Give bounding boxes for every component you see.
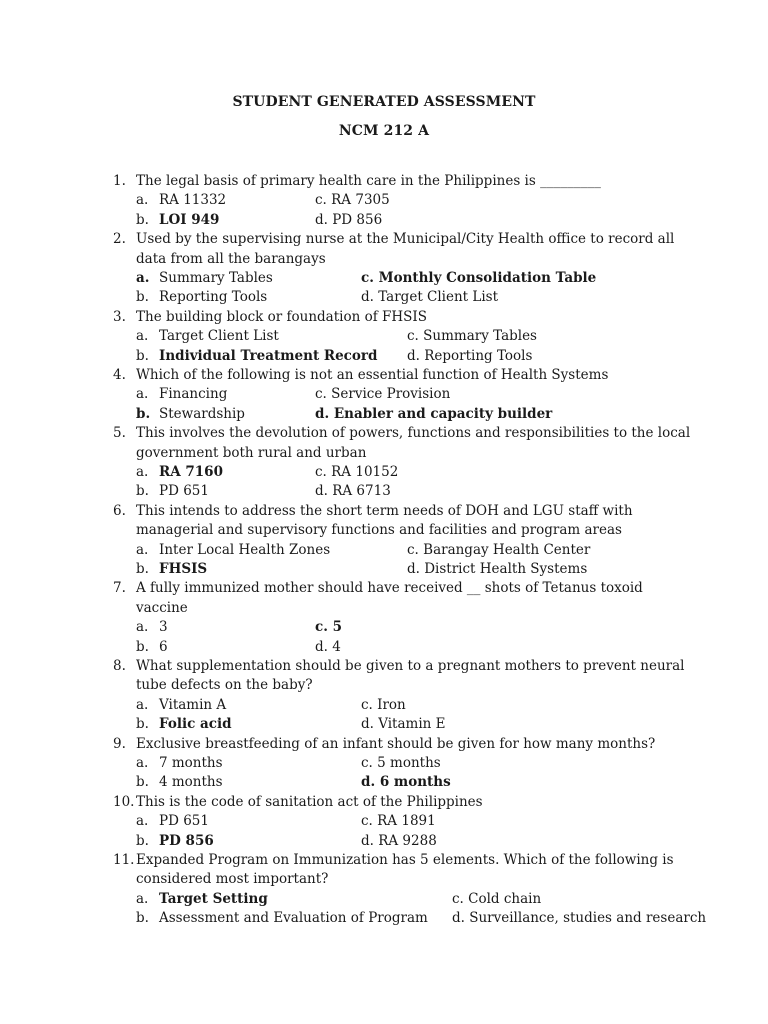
option-text-right: d. RA 9288 <box>361 832 437 849</box>
option-text-right: c. RA 1891 <box>361 813 436 830</box>
option-text: Assessment and Evaluation of Program <box>159 910 428 927</box>
question-stem <box>113 308 693 327</box>
question-stem <box>113 424 693 463</box>
option-text: 7 months <box>159 754 223 771</box>
question-text: The building block or foundation of FHSIS <box>136 308 427 325</box>
question-list <box>113 172 707 929</box>
option-text: Folic acid <box>159 716 232 733</box>
option-text: RA 7160 <box>159 463 223 480</box>
question-number: 4. <box>113 366 126 383</box>
question-text: This is the code of sanitation act of the Philippines <box>136 793 483 810</box>
option-row <box>113 638 693 657</box>
option-text: 4 months <box>159 774 223 791</box>
option-letter: a. <box>136 813 149 830</box>
question-item <box>113 657 693 735</box>
option-text-right: c. Iron <box>361 696 406 713</box>
question-item <box>113 793 693 851</box>
question-item <box>113 308 693 366</box>
question-text: The legal basis of primary health care in the Philippines is _________ <box>136 173 601 189</box>
option-row <box>113 754 693 773</box>
option-row <box>113 288 693 307</box>
option-row <box>113 327 693 346</box>
option-letter: a. <box>136 890 149 907</box>
question-stem <box>113 172 693 191</box>
option-text: Stewardship <box>159 405 245 422</box>
question-number: 1. <box>113 173 126 189</box>
option-letter: b. <box>136 910 149 927</box>
option-text-right: d. Surveillance, studies and research <box>452 910 707 927</box>
option-text-right: c. Service Provision <box>315 386 451 403</box>
option-text: Inter Local Health Zones <box>159 541 331 558</box>
question-stem <box>113 735 693 754</box>
option-row <box>113 541 693 560</box>
question-stem <box>113 366 693 385</box>
option-row <box>113 560 693 579</box>
option-letter: b. <box>136 405 151 422</box>
option-row <box>113 618 693 637</box>
option-row <box>113 715 693 734</box>
option-letter: b. <box>136 483 149 500</box>
option-letter: a. <box>136 192 149 209</box>
option-text-right: d. Reporting Tools <box>407 347 533 364</box>
option-letter: b. <box>136 774 149 791</box>
course-code: NCM 212 A <box>338 123 430 139</box>
option-row <box>113 773 693 792</box>
option-letter: a. <box>136 696 149 713</box>
option-row <box>113 890 693 909</box>
question-text: Expanded Program on Immunization has 5 elements. Which of the following is considered most important? <box>136 851 674 888</box>
option-text-right: d. District Health Systems <box>407 560 588 577</box>
option-text: Financing <box>159 386 228 403</box>
option-text: RA 11332 <box>159 192 227 209</box>
option-letter: b. <box>136 211 149 228</box>
option-text: PD 651 <box>159 813 209 830</box>
question-item <box>113 735 693 793</box>
question-item <box>113 230 693 308</box>
question-text: Exclusive breastfeeding of an infant should be given for how many months? <box>136 735 656 752</box>
option-text: Vitamin A <box>159 696 227 713</box>
option-row <box>113 696 693 715</box>
option-text-right: d. 6 months <box>361 774 451 791</box>
question-stem <box>113 851 693 890</box>
question-text: Used by the supervising nurse at the Municipal/City Health office to record all data from all the barangays <box>136 231 675 267</box>
option-text: PD 651 <box>159 483 209 500</box>
option-text-right: d. 4 <box>315 638 341 655</box>
option-text-right: c. Summary Tables <box>407 328 537 345</box>
option-row <box>113 211 693 230</box>
question-item <box>113 366 693 424</box>
option-text-right: c. Barangay Health Center <box>407 541 591 558</box>
question-number: 7. <box>113 580 126 597</box>
option-text: Reporting Tools <box>159 289 268 306</box>
option-row <box>113 269 693 288</box>
option-letter: b. <box>136 716 149 733</box>
option-text: Target Setting <box>159 890 268 907</box>
option-letter: a. <box>136 386 149 403</box>
question-stem <box>113 230 693 269</box>
option-row <box>113 405 693 424</box>
option-letter: a. <box>136 619 149 636</box>
question-text: A fully immunized mother should have received __ shots of Tetanus toxoid vaccine <box>136 580 643 616</box>
question-item <box>113 579 693 657</box>
question-item <box>113 851 707 929</box>
question-stem <box>113 793 693 812</box>
option-row <box>113 463 693 482</box>
option-text-right: c. Monthly Consolidation Table <box>361 270 597 286</box>
option-letter: b. <box>136 560 149 577</box>
option-text: Individual Treatment Record <box>159 347 378 364</box>
question-number: 5. <box>113 425 126 442</box>
question-number: 6. <box>113 502 126 519</box>
option-text-right: d. Target Client List <box>361 289 499 306</box>
option-letter: b. <box>136 832 149 849</box>
question-number: 10. <box>113 793 135 810</box>
option-row <box>113 812 693 831</box>
option-row <box>113 347 693 366</box>
option-text: 3 <box>159 619 168 636</box>
option-row <box>113 832 693 851</box>
option-letter: b. <box>136 289 149 306</box>
document-title: STUDENT GENERATED ASSESSMENT <box>232 94 536 110</box>
option-text: FHSIS <box>159 560 208 577</box>
option-text: PD 856 <box>159 832 214 849</box>
question-item <box>113 172 693 230</box>
option-text-right: d. Vitamin E <box>361 716 446 733</box>
option-letter: a. <box>136 754 149 771</box>
question-stem <box>113 502 693 541</box>
question-number: 2. <box>113 231 126 248</box>
question-number: 8. <box>113 657 126 674</box>
option-row <box>113 909 707 928</box>
option-letter: a. <box>136 541 149 558</box>
option-row <box>113 482 693 501</box>
option-text-right: c. RA 10152 <box>315 463 399 480</box>
question-text: This intends to address the short term needs of DOH and LGU staff with managerial and supervisory functions and facilities and program areas <box>136 502 633 539</box>
option-text-right: c. Cold chain <box>452 890 542 907</box>
question-number: 11. <box>113 851 135 868</box>
option-letter: a. <box>136 328 149 345</box>
question-item <box>113 502 693 580</box>
option-text-right: d. PD 856 <box>315 211 383 228</box>
option-text-right: d. Enabler and capacity builder <box>315 405 553 422</box>
option-text-right: c. RA 7305 <box>315 192 390 209</box>
option-text: Summary Tables <box>159 270 273 286</box>
question-number: 9. <box>113 735 126 752</box>
question-text: This involves the devolution of powers, functions and responsibilities to the local government both rural and urban <box>136 425 691 461</box>
question-text: Which of the following is not an essential function of Health Systems <box>136 366 609 383</box>
option-row <box>113 191 693 210</box>
option-letter: a. <box>136 463 149 480</box>
option-text: LOI 949 <box>159 211 220 228</box>
option-text: Target Client List <box>159 328 279 345</box>
question-stem <box>113 579 693 618</box>
question-number: 3. <box>113 308 126 325</box>
option-text-right: d. RA 6713 <box>315 483 391 500</box>
question-stem <box>113 657 693 696</box>
option-text-right: c. 5 months <box>361 754 441 771</box>
option-text-right: c. 5 <box>315 619 343 636</box>
option-letter: b. <box>136 347 149 364</box>
option-letter: b. <box>136 638 149 655</box>
option-letter: a. <box>136 270 150 286</box>
option-text: 6 <box>159 638 168 655</box>
question-item <box>113 424 693 502</box>
question-text: What supplementation should be given to a pregnant mothers to prevent neural tube defects on the baby? <box>136 657 685 694</box>
option-row <box>113 385 693 404</box>
